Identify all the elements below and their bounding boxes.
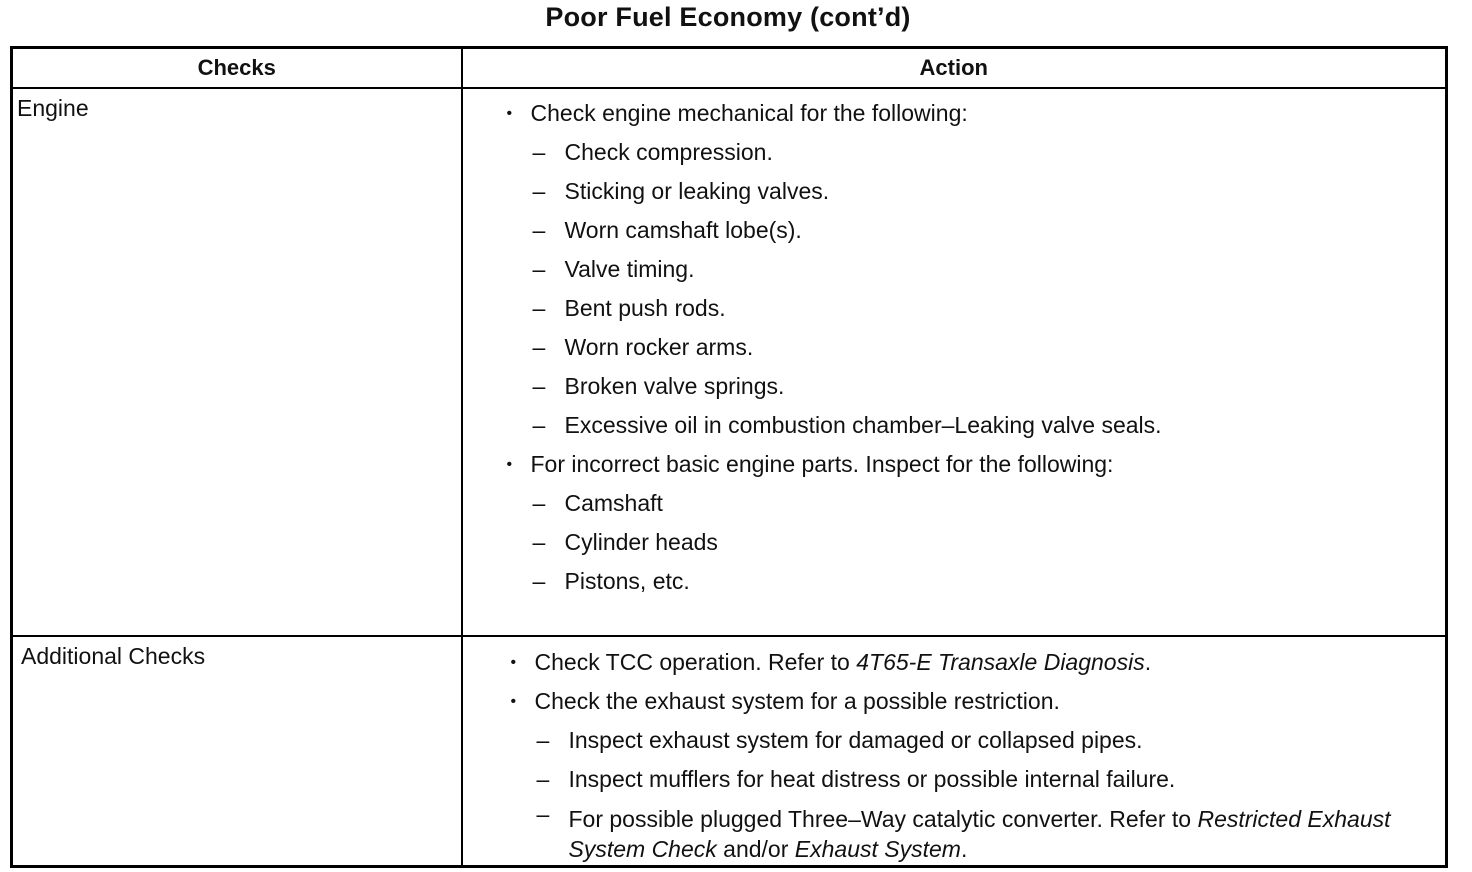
action-cell-engine — [462, 88, 1447, 636]
dash-icon: – — [532, 490, 546, 516]
action-bullet: • Check TCC operation. Refer to 4T65-E Transaxle Diagnosis. — [511, 643, 1406, 682]
checks-column-header: Checks — [12, 48, 462, 89]
action-subitem: – Worn camshaft lobe(s). — [533, 211, 1406, 250]
action-subitem: – Bent push rods. — [533, 289, 1406, 328]
bullet-icon: • — [510, 654, 517, 671]
dash-icon: – — [532, 217, 546, 243]
action-subitem: – For possible plugged Three–Way catalytic converter. Refer to Restricted Exhaust System Check and/or Exhaust System. — [536, 801, 1391, 862]
dash-icon: – — [532, 295, 546, 321]
action-subitem: – Pistons, etc. — [533, 562, 1406, 601]
action-subitem: – Inspect mufflers for heat distress or possible internal failure. — [537, 760, 1406, 799]
action-cell-additional — [462, 636, 1447, 867]
reference-link: Restricted Exhaust System Check — [568, 806, 1391, 862]
reference-link: 4T65-E Transaxle Diagnosis — [856, 649, 1145, 675]
bullet-icon: • — [510, 693, 517, 710]
action-subitem: – Broken valve springs. — [533, 367, 1406, 406]
action-bullet: • Check engine mechanical for the following: — [507, 94, 1406, 133]
dash-icon: – — [532, 373, 546, 399]
action-bullet: • For incorrect basic engine parts. Inspect for the following: — [507, 445, 1406, 484]
table-header-row — [12, 48, 1447, 89]
reference-link: Exhaust System — [794, 836, 961, 862]
action-subitem: – Sticking or leaking valves. — [533, 172, 1406, 211]
dash-icon: – — [532, 529, 546, 555]
dash-icon: – — [536, 727, 550, 753]
page-title: Poor Fuel Economy (cont’d) — [545, 2, 911, 32]
action-subitem: – Cylinder heads — [533, 523, 1406, 562]
dash-icon: – — [532, 334, 546, 360]
dash-icon: – — [532, 256, 546, 282]
dash-icon: – — [532, 568, 546, 594]
action-subitem: – Check compression. — [533, 133, 1406, 172]
action-subitem: – Worn rocker arms. — [533, 328, 1406, 367]
action-subitem: – Excessive oil in combustion chamber–Leaking valve seals. — [533, 406, 1406, 445]
dash-icon: – — [532, 178, 546, 204]
bullet-icon: • — [506, 105, 513, 122]
table-row — [12, 636, 1447, 867]
bullet-icon: • — [506, 456, 513, 473]
diagnosis-table — [10, 46, 1448, 868]
action-subitem: – Camshaft — [533, 484, 1406, 523]
dash-icon: – — [532, 412, 546, 438]
table-row — [12, 88, 1447, 636]
check-cell-additional: Additional Checks — [12, 636, 462, 867]
action-bullet: • Check the exhaust system for a possible restriction. — [511, 682, 1406, 721]
dash-icon: – — [536, 766, 550, 792]
action-subitem: – Inspect exhaust system for damaged or collapsed pipes. — [537, 721, 1406, 760]
dash-icon: – — [532, 139, 546, 165]
action-subitem: – Valve timing. — [533, 250, 1406, 289]
dash-icon: – — [536, 801, 550, 827]
action-column-header: Action — [462, 48, 1447, 89]
check-cell-engine: Engine — [12, 88, 462, 636]
